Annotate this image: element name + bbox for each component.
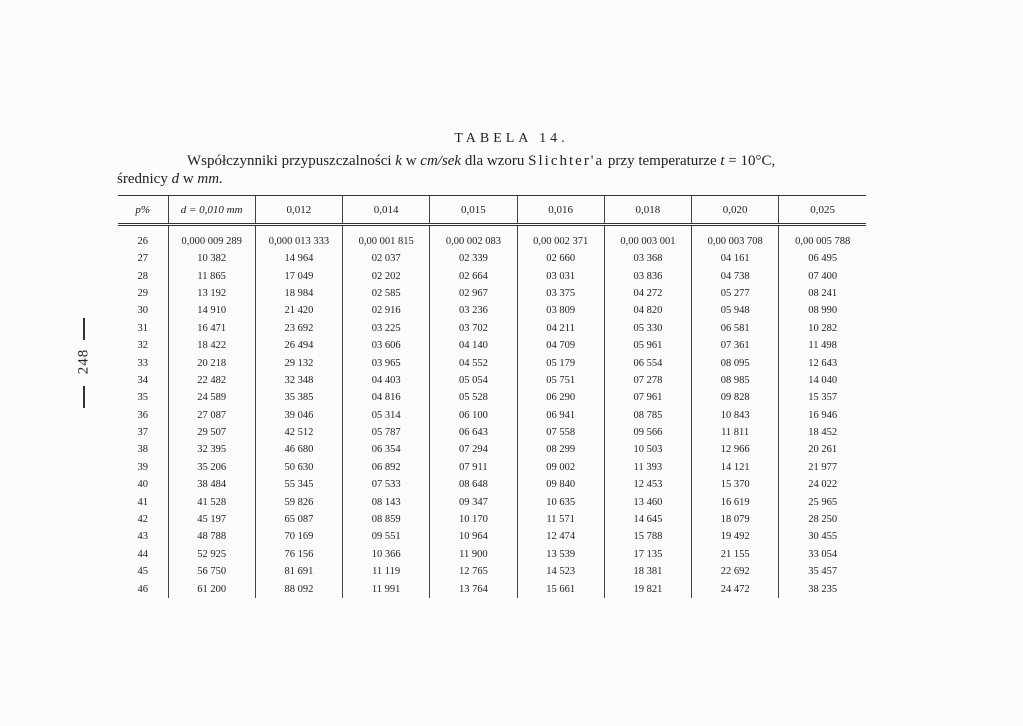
percent-cell: 29 — [137, 287, 148, 299]
value-cell: 11 991 — [343, 580, 430, 597]
value-cell: 39 046 — [255, 407, 342, 424]
value-cell: 0,00 002 083 — [430, 225, 517, 251]
value-cell: 88 092 — [255, 580, 342, 597]
percent-cell: 36 — [137, 409, 148, 421]
percent-cell: 42 — [137, 514, 148, 526]
value-cell: 20 261 — [779, 441, 866, 458]
value-cell: 09 828 — [692, 389, 779, 406]
value-cell: 06 581 — [692, 320, 779, 337]
value-cell: 07 400 — [779, 267, 866, 284]
value-cell: 17 049 — [255, 267, 342, 284]
value-cell: 05 961 — [604, 337, 691, 354]
value-cell: 09 551 — [343, 528, 430, 545]
caption-line-1 — [117, 152, 867, 170]
caption-d: d — [171, 171, 180, 187]
value-cell: 03 375 — [517, 285, 604, 302]
value-cell: 08 241 — [779, 285, 866, 302]
column-header: 0,015 — [430, 196, 517, 225]
value-cell: 03 031 — [517, 267, 604, 284]
value-cell: 21 977 — [779, 459, 866, 476]
value-cell: 15 357 — [779, 389, 866, 406]
value-cell: 0,00 001 815 — [343, 225, 430, 251]
column-header: 0,016 — [517, 196, 604, 225]
percent-cell: 34 — [137, 374, 148, 386]
value-cell: 05 277 — [692, 285, 779, 302]
value-cell: 05 528 — [430, 389, 517, 406]
value-cell: 11 498 — [779, 337, 866, 354]
value-cell: 14 645 — [604, 511, 691, 528]
value-cell: 04 816 — [343, 389, 430, 406]
value-cell: 03 368 — [604, 250, 691, 267]
value-cell: 11 571 — [517, 511, 604, 528]
table-row — [118, 546, 866, 563]
table-row — [118, 580, 866, 597]
value-cell: 0,00 003 708 — [692, 225, 779, 251]
value-cell: 35 385 — [255, 389, 342, 406]
value-cell: 15 661 — [517, 580, 604, 597]
table-row — [118, 302, 866, 319]
value-cell: 32 395 — [168, 441, 255, 458]
percent-cell: 40 — [137, 479, 148, 491]
value-cell: 10 843 — [692, 407, 779, 424]
value-cell: 42 512 — [255, 424, 342, 441]
value-cell: 35 457 — [779, 563, 866, 580]
page-number-rule-bottom — [83, 386, 85, 408]
table-row — [118, 459, 866, 476]
value-cell: 05 330 — [604, 320, 691, 337]
table-title: TABELA 14. — [454, 131, 569, 146]
table-header-row — [118, 196, 866, 225]
value-cell: 14 523 — [517, 563, 604, 580]
value-cell: 14 040 — [779, 372, 866, 389]
caption-author: Slichter'a — [528, 153, 605, 169]
caption-text: = 10°C, — [724, 153, 776, 169]
value-cell: 59 826 — [255, 493, 342, 510]
percent-cell: 41 — [137, 496, 148, 508]
value-cell: 22 692 — [692, 563, 779, 580]
value-cell: 22 482 — [168, 372, 255, 389]
value-cell: 04 272 — [604, 285, 691, 302]
percent-cell: 28 — [137, 270, 148, 282]
value-cell: 06 941 — [517, 407, 604, 424]
value-cell: 11 865 — [168, 267, 255, 284]
value-cell: 04 161 — [692, 250, 779, 267]
value-cell: 10 635 — [517, 493, 604, 510]
table-row — [118, 354, 866, 371]
table-row — [118, 424, 866, 441]
value-cell: 12 474 — [517, 528, 604, 545]
value-cell: 13 539 — [517, 546, 604, 563]
value-cell: 05 787 — [343, 424, 430, 441]
value-cell: 70 169 — [255, 528, 342, 545]
value-cell: 12 765 — [430, 563, 517, 580]
value-cell: 46 680 — [255, 441, 342, 458]
value-cell: 50 630 — [255, 459, 342, 476]
value-cell: 25 965 — [779, 493, 866, 510]
value-cell: 03 606 — [343, 337, 430, 354]
value-cell: 02 037 — [343, 250, 430, 267]
value-cell: 14 121 — [692, 459, 779, 476]
value-cell: 06 643 — [430, 424, 517, 441]
value-cell: 18 079 — [692, 511, 779, 528]
column-header: 0,025 — [779, 196, 866, 225]
value-cell: 0,000 013 333 — [255, 225, 342, 251]
value-cell: 07 278 — [604, 372, 691, 389]
table-row — [118, 389, 866, 406]
value-cell: 11 811 — [692, 424, 779, 441]
value-cell: 0,000 009 289 — [168, 225, 255, 251]
value-cell: 35 206 — [168, 459, 255, 476]
value-cell: 12 453 — [604, 476, 691, 493]
page-number — [64, 318, 104, 408]
table-row — [118, 441, 866, 458]
percent-cell: 30 — [137, 305, 148, 317]
value-cell: 61 200 — [168, 580, 255, 597]
value-cell: 76 156 — [255, 546, 342, 563]
table-caption — [117, 152, 867, 188]
value-cell: 20 218 — [168, 354, 255, 371]
value-cell: 29 507 — [168, 424, 255, 441]
value-cell: 06 892 — [343, 459, 430, 476]
value-cell: 05 314 — [343, 407, 430, 424]
value-cell: 06 554 — [604, 354, 691, 371]
value-cell: 03 225 — [343, 320, 430, 337]
value-cell: 32 348 — [255, 372, 342, 389]
value-cell: 02 967 — [430, 285, 517, 302]
value-cell: 09 840 — [517, 476, 604, 493]
value-cell: 11 393 — [604, 459, 691, 476]
value-cell: 10 382 — [168, 250, 255, 267]
value-cell: 05 948 — [692, 302, 779, 319]
table-row — [118, 493, 866, 510]
value-cell: 0,00 005 788 — [779, 225, 866, 251]
value-cell: 10 170 — [430, 511, 517, 528]
value-cell: 07 961 — [604, 389, 691, 406]
value-cell: 26 494 — [255, 337, 342, 354]
value-cell: 11 900 — [430, 546, 517, 563]
caption-text: Współczynniki przypuszczalności — [187, 153, 396, 169]
value-cell: 03 809 — [517, 302, 604, 319]
value-cell: 03 236 — [430, 302, 517, 319]
value-cell: 06 354 — [343, 441, 430, 458]
table-row — [118, 511, 866, 528]
table-row — [118, 337, 866, 354]
value-cell: 04 211 — [517, 320, 604, 337]
value-cell: 14 964 — [255, 250, 342, 267]
percent-cell: 38 — [137, 444, 148, 456]
value-cell: 02 202 — [343, 267, 430, 284]
table-row — [118, 476, 866, 493]
value-cell: 24 589 — [168, 389, 255, 406]
value-cell: 56 750 — [168, 563, 255, 580]
value-cell: 04 140 — [430, 337, 517, 354]
value-cell: 12 966 — [692, 441, 779, 458]
value-cell: 10 366 — [343, 546, 430, 563]
value-cell: 07 361 — [692, 337, 779, 354]
page-number-rule-top — [83, 318, 85, 340]
percent-cell: 32 — [137, 340, 148, 352]
table-row — [118, 225, 866, 251]
value-cell: 05 179 — [517, 354, 604, 371]
value-cell: 65 087 — [255, 511, 342, 528]
value-cell: 06 100 — [430, 407, 517, 424]
page-number-text: 248 — [75, 348, 92, 375]
value-cell: 05 054 — [430, 372, 517, 389]
value-cell: 06 495 — [779, 250, 866, 267]
value-cell: 04 552 — [430, 354, 517, 371]
caption-text: w — [179, 171, 198, 187]
value-cell: 04 820 — [604, 302, 691, 319]
value-cell: 55 345 — [255, 476, 342, 493]
table-row — [118, 285, 866, 302]
table-row — [118, 320, 866, 337]
value-cell: 14 910 — [168, 302, 255, 319]
column-header: 0,018 — [604, 196, 691, 225]
value-cell: 09 566 — [604, 424, 691, 441]
value-cell: 18 984 — [255, 285, 342, 302]
value-cell: 07 558 — [517, 424, 604, 441]
value-cell: 10 964 — [430, 528, 517, 545]
value-cell: 08 859 — [343, 511, 430, 528]
caption-t: t — [720, 153, 725, 169]
value-cell: 45 197 — [168, 511, 255, 528]
caption-mm: mm. — [197, 171, 223, 187]
value-cell: 09 347 — [430, 493, 517, 510]
value-cell: 24 472 — [692, 580, 779, 597]
column-header: 0,014 — [343, 196, 430, 225]
caption-text: w — [401, 153, 421, 169]
value-cell: 13 460 — [604, 493, 691, 510]
value-cell: 02 660 — [517, 250, 604, 267]
value-cell: 08 143 — [343, 493, 430, 510]
value-cell: 52 925 — [168, 546, 255, 563]
value-cell: 38 235 — [779, 580, 866, 597]
value-cell: 02 916 — [343, 302, 430, 319]
percent-cell: 27 — [137, 253, 148, 265]
caption-text: dla wzoru — [461, 153, 529, 169]
percent-cell: 37 — [137, 427, 148, 439]
table-row — [118, 528, 866, 545]
value-cell: 02 339 — [430, 250, 517, 267]
value-cell: 07 533 — [343, 476, 430, 493]
table-row — [118, 250, 866, 267]
table-row — [118, 372, 866, 389]
value-cell: 48 788 — [168, 528, 255, 545]
table-row — [118, 407, 866, 424]
caption-text: przy temperaturze — [604, 153, 721, 169]
value-cell: 18 422 — [168, 337, 255, 354]
value-cell: 12 643 — [779, 354, 866, 371]
value-cell: 18 452 — [779, 424, 866, 441]
value-cell: 13 764 — [430, 580, 517, 597]
value-cell: 04 738 — [692, 267, 779, 284]
column-header: d = 0,010 mm — [168, 196, 255, 225]
value-cell: 0,00 003 001 — [604, 225, 691, 251]
caption-k: k — [395, 153, 402, 169]
value-cell: 28 250 — [779, 511, 866, 528]
percent-cell: 31 — [137, 322, 148, 334]
percent-cell: 45 — [137, 566, 148, 578]
value-cell: 11 119 — [343, 563, 430, 580]
table-body — [118, 225, 866, 598]
percent-cell: 43 — [137, 531, 148, 543]
value-cell: 03 702 — [430, 320, 517, 337]
caption-unit: cm/sek — [420, 153, 462, 169]
value-cell: 27 087 — [168, 407, 255, 424]
value-cell: 16 619 — [692, 493, 779, 510]
value-cell: 04 403 — [343, 372, 430, 389]
value-cell: 33 054 — [779, 546, 866, 563]
value-cell: 21 420 — [255, 302, 342, 319]
value-cell: 16 946 — [779, 407, 866, 424]
value-cell: 19 492 — [692, 528, 779, 545]
percent-cell: 26 — [137, 236, 148, 247]
value-cell: 09 002 — [517, 459, 604, 476]
value-cell: 29 132 — [255, 354, 342, 371]
value-cell: 10 503 — [604, 441, 691, 458]
caption-line-2 — [117, 170, 867, 188]
value-cell: 23 692 — [255, 320, 342, 337]
coefficient-table — [118, 195, 866, 598]
value-cell: 07 294 — [430, 441, 517, 458]
value-cell: 16 471 — [168, 320, 255, 337]
value-cell: 10 282 — [779, 320, 866, 337]
value-cell: 08 990 — [779, 302, 866, 319]
caption-text: średnicy — [117, 171, 172, 187]
column-header: 0,012 — [255, 196, 342, 225]
value-cell: 04 709 — [517, 337, 604, 354]
value-cell: 08 785 — [604, 407, 691, 424]
value-cell: 13 192 — [168, 285, 255, 302]
value-cell: 08 985 — [692, 372, 779, 389]
value-cell: 24 022 — [779, 476, 866, 493]
value-cell: 81 691 — [255, 563, 342, 580]
value-cell: 02 585 — [343, 285, 430, 302]
value-cell: 06 290 — [517, 389, 604, 406]
value-cell: 15 370 — [692, 476, 779, 493]
percent-cell: 33 — [137, 357, 148, 369]
value-cell: 17 135 — [604, 546, 691, 563]
percent-cell: 44 — [137, 548, 148, 560]
value-cell: 30 455 — [779, 528, 866, 545]
value-cell: 15 788 — [604, 528, 691, 545]
value-cell: 08 648 — [430, 476, 517, 493]
percent-cell: 35 — [137, 392, 148, 404]
value-cell: 03 836 — [604, 267, 691, 284]
table-row — [118, 267, 866, 284]
value-cell: 08 299 — [517, 441, 604, 458]
value-cell: 41 528 — [168, 493, 255, 510]
value-cell: 0,00 002 371 — [517, 225, 604, 251]
value-cell: 05 751 — [517, 372, 604, 389]
value-cell: 21 155 — [692, 546, 779, 563]
value-cell: 03 965 — [343, 354, 430, 371]
percent-cell: 39 — [137, 461, 148, 473]
column-header: p% — [118, 196, 168, 225]
table-row — [118, 563, 866, 580]
value-cell: 18 381 — [604, 563, 691, 580]
value-cell: 38 484 — [168, 476, 255, 493]
value-cell: 08 095 — [692, 354, 779, 371]
value-cell: 19 821 — [604, 580, 691, 597]
column-header: 0,020 — [692, 196, 779, 225]
value-cell: 07 911 — [430, 459, 517, 476]
percent-cell: 46 — [137, 583, 148, 595]
value-cell: 02 664 — [430, 267, 517, 284]
